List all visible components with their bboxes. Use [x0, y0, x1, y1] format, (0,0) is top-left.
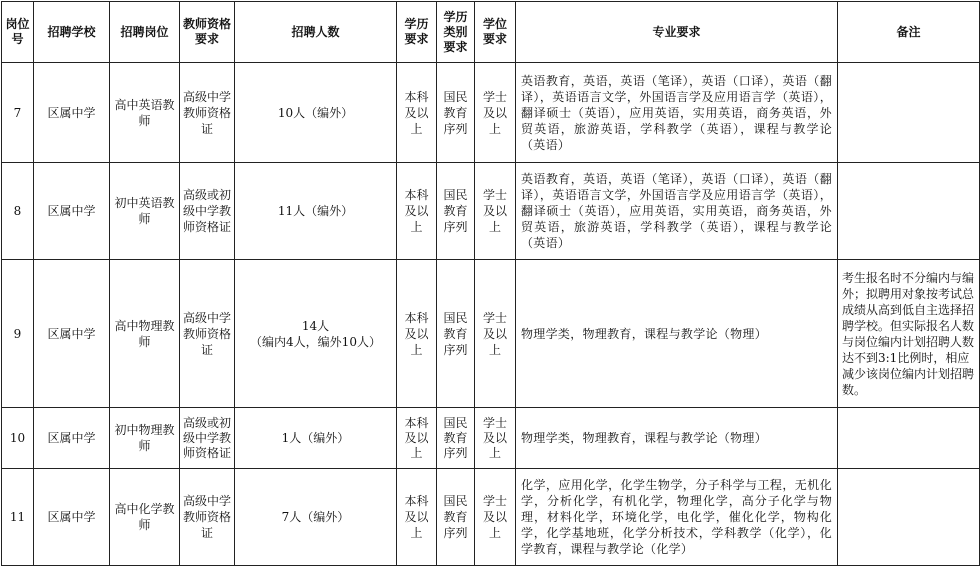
degree: 学士及以上	[475, 63, 516, 163]
table-row	[2, 63, 980, 163]
cert: 高级中学教师资格证	[180, 469, 235, 566]
edu: 本科及以上	[397, 63, 437, 163]
count: 1人（编外）	[235, 408, 397, 469]
major: 物理学类，物理教育，课程与教学论（物理）	[516, 408, 838, 469]
major: 英语教育，英语，英语（笔译），英语（口译），英语（翻译），英语语言文学，外国语言学及应用语言学（英语），翻译硕士（英语），应用英语，实用英语，商务英语，外贸英语，旅游英语，学科教学（英语），课程与教学论（英语）	[516, 163, 838, 260]
position: 初中英语教师	[110, 163, 180, 260]
position: 初中物理教师	[110, 408, 180, 469]
count: 11人（编外）	[235, 163, 397, 260]
degree: 学士及以上	[475, 260, 516, 408]
edu: 本科及以上	[397, 408, 437, 469]
edu-type: 国民教育序列	[437, 63, 475, 163]
school: 区属中学	[34, 63, 110, 163]
school: 区属中学	[34, 408, 110, 469]
header-school: 招聘学校	[34, 2, 110, 63]
cert: 高级或初级中学教师资格证	[180, 163, 235, 260]
count	[235, 260, 397, 408]
header-post-no: 岗位号	[2, 2, 34, 63]
recruitment-table	[1, 1, 980, 566]
count-total: 14人	[301, 318, 330, 333]
count-detail: （编内4人，编外10人）	[250, 334, 381, 349]
header-cert: 教师资格要求	[180, 2, 235, 63]
post-no: 8	[2, 163, 34, 260]
header-note: 备注	[838, 2, 980, 63]
edu-type: 国民教育序列	[437, 163, 475, 260]
position: 高中英语教师	[110, 63, 180, 163]
position: 高中化学教师	[110, 469, 180, 566]
edu-type: 国民教育序列	[437, 260, 475, 408]
cert: 高级中学教师资格证	[180, 63, 235, 163]
major: 英语教育，英语，英语（笔译），英语（口译），英语（翻译），英语语言文学，外国语言学及应用语言学（英语），翻译硕士（英语），应用英语，实用英语，商务英语，外贸英语，旅游英语，学科教学（英语），课程与教学论（英语）	[516, 63, 838, 163]
post-no: 11	[2, 469, 34, 566]
note: 考生报名时不分编内与编外；拟聘用对象按考试总成绩从高到低自主选择招聘学校。但实际报名人数与岗位编内计划招聘人数达不到3:1比例时，相应减少该岗位编内计划招聘数。	[838, 260, 980, 408]
school: 区属中学	[34, 260, 110, 408]
table-row	[2, 408, 980, 469]
degree: 学士及以上	[475, 408, 516, 469]
school: 区属中学	[34, 469, 110, 566]
degree: 学士及以上	[475, 469, 516, 566]
count: 10人（编外）	[235, 63, 397, 163]
degree: 学士及以上	[475, 163, 516, 260]
edu: 本科及以上	[397, 260, 437, 408]
edu: 本科及以上	[397, 469, 437, 566]
header-major: 专业要求	[516, 2, 838, 63]
edu-type: 国民教育序列	[437, 408, 475, 469]
header-edu-type: 学历类别要求	[437, 2, 475, 63]
edu-type: 国民教育序列	[437, 469, 475, 566]
header-position: 招聘岗位	[110, 2, 180, 63]
header-edu: 学历要求	[397, 2, 437, 63]
count: 7人（编外）	[235, 469, 397, 566]
post-no: 9	[2, 260, 34, 408]
header-row	[2, 2, 980, 63]
table-row	[2, 163, 980, 260]
note	[838, 163, 980, 260]
header-degree: 学位要求	[475, 2, 516, 63]
note	[838, 408, 980, 469]
cert: 高级或初级中学教师资格证	[180, 408, 235, 469]
major: 化学，应用化学，化学生物学，分子科学与工程，无机化学，分析化学，有机化学，物理化学，高分子化学与物理，材料化学，环境化学，电化学，催化化学，物构化学，化学基地班，化学分析技术，学科教学（化学），化学教育，课程与教学论（化学）	[516, 469, 838, 566]
table-row	[2, 469, 980, 566]
post-no: 10	[2, 408, 34, 469]
note	[838, 469, 980, 566]
post-no: 7	[2, 63, 34, 163]
major: 物理学类，物理教育，课程与教学论（物理）	[516, 260, 838, 408]
note	[838, 63, 980, 163]
table-row	[2, 260, 980, 408]
position: 高中物理教师	[110, 260, 180, 408]
edu: 本科及以上	[397, 163, 437, 260]
header-count: 招聘人数	[235, 2, 397, 63]
cert: 高级中学教师资格证	[180, 260, 235, 408]
school: 区属中学	[34, 163, 110, 260]
